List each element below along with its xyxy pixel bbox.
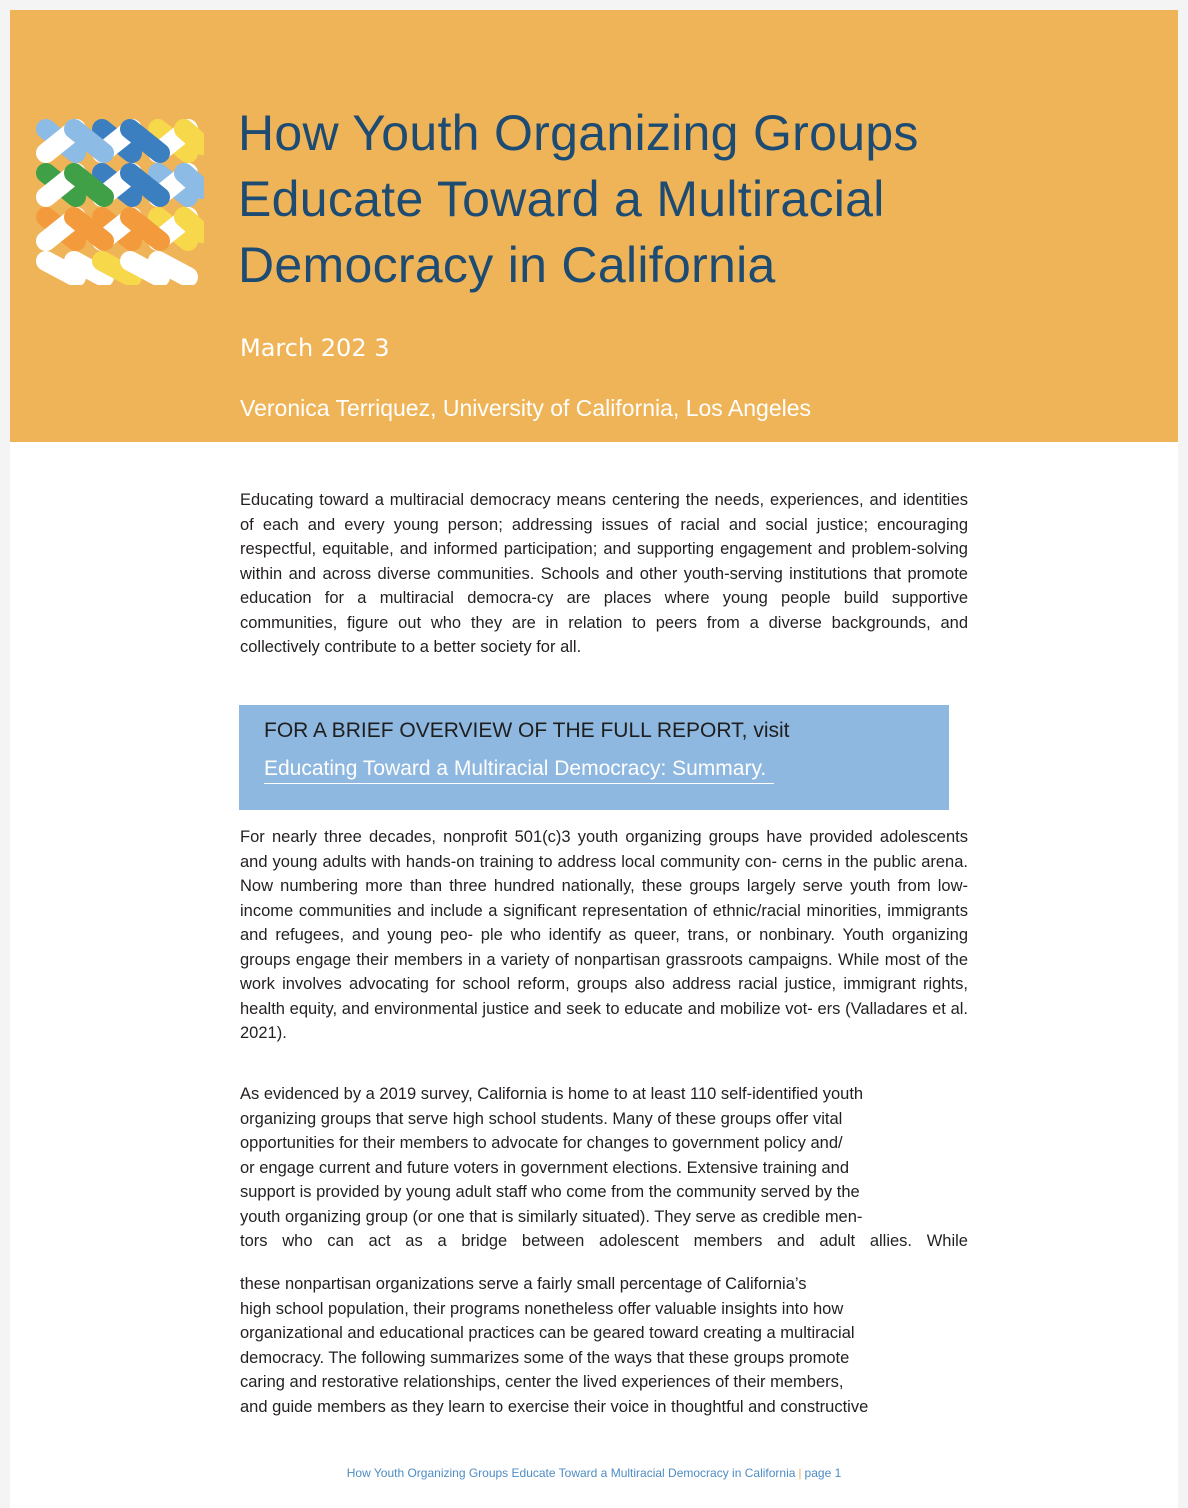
background-paragraph: For nearly three decades, nonprofit 501(c)3 youth organizing groups have provided adolescents and young adults with hands-on training to address local community con- cerns in the public arena. Now numbering more than three hundred nationally, these groups largely serve youth from low-income communities and include a significant representation of ethnic/racial minorities, immigrants and refugees, and young peo- ple who identify as queer, trans, or nonbinary. Youth organizing groups engage their members in a variety of nonpartisan grassroots campaigns. While most of the work involves advocating for school reform, groups also address racial justice, immigrant rights, health equity, and environmental justice and seek to educate and mobilize vot- ers (Valladares et al. 2021). <box>240 828 968 1042</box>
intro-paragraph: Educating toward a multiracial democracy means centering the needs, experiences, and identities of each and every young person; addressing issues of racial and social justice; encouraging respectful, equitable, and informed participation; and supporting engagement and problem-solving within and across diverse communities. Schools and other youth-serving institutions that promote education for a multiracial democra-cy are places where young people build supportive communities, figure out who they are in relation to peers from a diverse backgrounds, and collectively contribute to a better society for all. <box>240 491 968 656</box>
paragraph-line: organizing groups that serve high school students. Many of these groups offer vital <box>240 1109 843 1128</box>
paragraph-line: democracy. The following summarizes some of the ways that these groups promote <box>240 1348 850 1367</box>
paragraph-line: these nonpartisan organizations serve a fairly small percentage of California’s <box>240 1275 807 1293</box>
title-line-2: Educate Toward a Multiracial <box>238 171 885 227</box>
paragraph-line: opportunities for their members to advocate for changes to government policy and/ <box>240 1134 843 1152</box>
footer-title: How Youth Organizing Groups Educate Toward a Multiracial Democracy in California <box>346 1466 796 1480</box>
summary-link[interactable]: Educating Toward a Multiracial Democracy: Summary. <box>264 757 774 784</box>
paragraph-line: caring and restorative relationships, center the lived experiences of their members, <box>240 1373 844 1391</box>
footer-page-number: page 1 <box>804 1466 842 1480</box>
paragraph-line: support is provided by young adult staff who come from the community served by the <box>240 1183 860 1201</box>
title-line-3: Democracy in California <box>238 237 776 293</box>
paragraph-line: As evidenced by a 2019 survey, California is home to at least 110 self-identified youth <box>240 1085 864 1103</box>
paragraph-line: tors who can act as a bridge between adolescent members and adult allies. While <box>240 1232 968 1250</box>
page-footer <box>0 1466 1188 1480</box>
paragraph-line: and guide members as they learn to exercise their voice in thoughtful and constructive <box>240 1397 869 1416</box>
footer-separator: | <box>798 1466 802 1480</box>
author-line: Veronica Terriquez, University of California, Los Angeles <box>240 395 812 421</box>
overview-callout <box>239 705 949 810</box>
document-title <box>238 100 1138 298</box>
callout-heading: FOR A BRIEF OVERVIEW OF THE FULL REPORT, visit <box>264 719 790 742</box>
paragraph-line: or engage current and future voters in government elections. Extensive training and <box>240 1158 850 1177</box>
woven-logo-icon <box>34 115 204 285</box>
paragraph-line: organizational and educational practices can be geared toward creating a multiracial <box>240 1324 855 1342</box>
paragraph-line: high school population, their programs nonetheless offer valuable insights into how <box>240 1299 844 1318</box>
title-line-1: How Youth Organizing Groups <box>238 105 919 161</box>
publication-date: March 202 3 <box>240 334 390 362</box>
paragraph-line: youth organizing group (or one that is similarly situated). They serve as credible men- <box>240 1207 863 1226</box>
california-paragraph <box>240 1082 968 1254</box>
insights-paragraph <box>240 1272 968 1419</box>
